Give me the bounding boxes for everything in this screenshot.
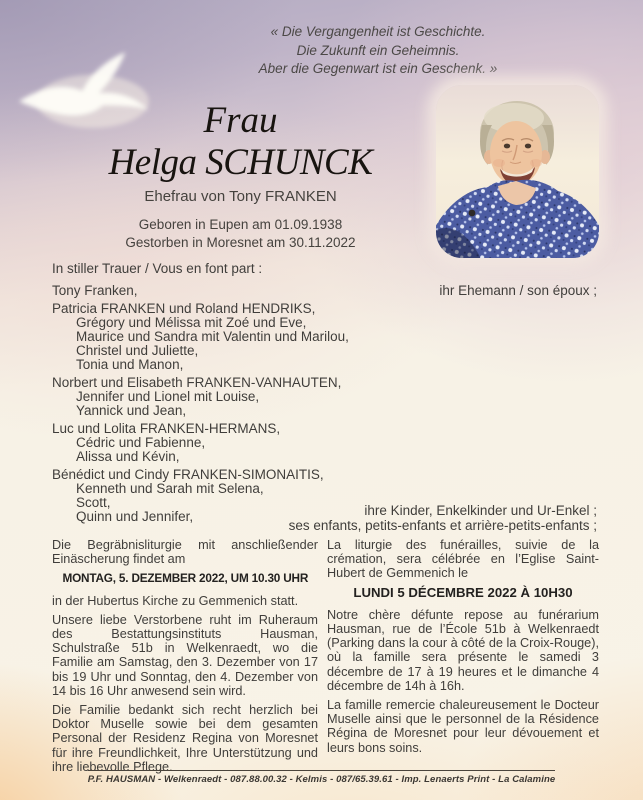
family-group: Patricia FRANKEN und Roland HENDRIKS, Grégory und Mélissa mit Zoé und Eve, Maurice und Sandra mit Valentin und Marilou, Christel und Juliette, Tonia und Manon, [52, 301, 349, 372]
family-group: Bénédict und Cindy FRANKEN-SIMONAITIS, Kenneth und Sarah mit Selena, Scott, Quinn und Jennifer, [52, 467, 324, 524]
portrait-illustration [436, 85, 599, 258]
deceased-name: Helga SCHUNCK [108, 142, 373, 183]
salutation: Frau [203, 100, 278, 141]
french-service-date: LUNDI 5 DÉCEMBRE 2022 À 10H30 [353, 584, 573, 600]
family-group: Luc und Lolita FRANKEN-HERMANS, Cédric und Fabienne, Alissa und Kévin, [52, 421, 281, 464]
french-paragraph: La liturgie des funérailles, suivie de la crémation, sera célébrée en l’Eglise Saint-Hubert de Gemmenich le [327, 538, 599, 581]
german-paragraph: Unsere liebe Verstorbene ruht im Ruheraum des Bestattungsinstituts Hausman, Schulstraße 51b in Welkenraedt, wo die Familie am Samstag, den 3. Dezember von 17 bis 19 Uhr und Sonntag, den 4. Dezember von 14 bis 16 Uhr anwesend sein wird. [52, 612, 318, 698]
french-paragraph: La famille remercie chaleureusement le Docteur Muselle ainsi que le personnel de la Résidence Régina de Moresnet pour leur dévouement et leurs bons soins. [327, 698, 599, 755]
title-block [28, 100, 453, 252]
husband-row [52, 284, 597, 298]
mourning-intro: In stiller Trauer / Vous en font part : [52, 261, 263, 276]
death-line: Gestorben in Moresnet am 30.11.2022 [125, 235, 356, 250]
mourning-list [52, 262, 597, 524]
service-info-german [52, 538, 318, 779]
epigraph-line: Die Zukunft ein Geheimnis. [296, 42, 460, 58]
epigraph-line: « Die Vergangenheit ist Geschichte. [270, 24, 486, 39]
descendants-relation [289, 503, 597, 533]
birth-line: Geboren in Eupen am 01.09.1938 [138, 217, 343, 232]
funeral-home-imprint: P.F. HAUSMAN - Welkenraedt - 087.88.00.32 - Kelmis - 087/65.39.61 - Imp. Lenaerts Print - La Calamine [88, 770, 556, 785]
portrait-photo [436, 85, 599, 258]
life-dates [28, 216, 453, 252]
epigraph-line: Aber die Gegenwart ist ein Geschenk. » [258, 61, 498, 76]
husband-relation: ihr Ehemann / son époux ; [439, 283, 597, 298]
husband-name: Tony Franken, [52, 283, 138, 298]
german-paragraph: Die Familie bedankt sich recht herzlich bei Doktor Muselle sowie bei dem gesamten Personal der Residenz Regina von Moresnet für ihre Freundlichkeit, Ihre Unterstützung und ihre liebevolle Pflege. [52, 703, 318, 774]
german-service-date: MONTAG, 5. DEZEMBER 2022, UM 10.30 UHR [62, 571, 308, 586]
german-paragraph: in der Hubertus Kirche zu Gemmenich statt. [52, 593, 299, 608]
epigraph [228, 23, 528, 79]
german-paragraph: Die Begräbnisliturgie mit anschließender Einäscherung findet am [52, 538, 318, 567]
service-info-french [327, 538, 599, 760]
french-paragraph: Notre chère défunte repose au funérarium Hausman, rue de l’École 51b à Welkenraedt (Parking dans la cour à côté de la Croix-Rouge), où la famille sera présente le samedi 3 décembre de 17 à 19 heures et le dimanche 4 décembre de 14h à 16h. [327, 607, 599, 693]
descendants-relation-fr: ses enfants, petits-enfants et arrière-petits-enfants ; [288, 518, 597, 533]
spouse-line: Ehefrau von Tony FRANKEN [144, 188, 337, 205]
footer [0, 769, 643, 787]
descendants-relation-de: ihre Kinder, Enkelkinder und Ur-Enkel ; [364, 503, 597, 518]
family-group: Norbert und Elisabeth FRANKEN-VANHAUTEN, Jennifer und Lionel mit Louise, Yannick und Jean, [52, 375, 342, 418]
